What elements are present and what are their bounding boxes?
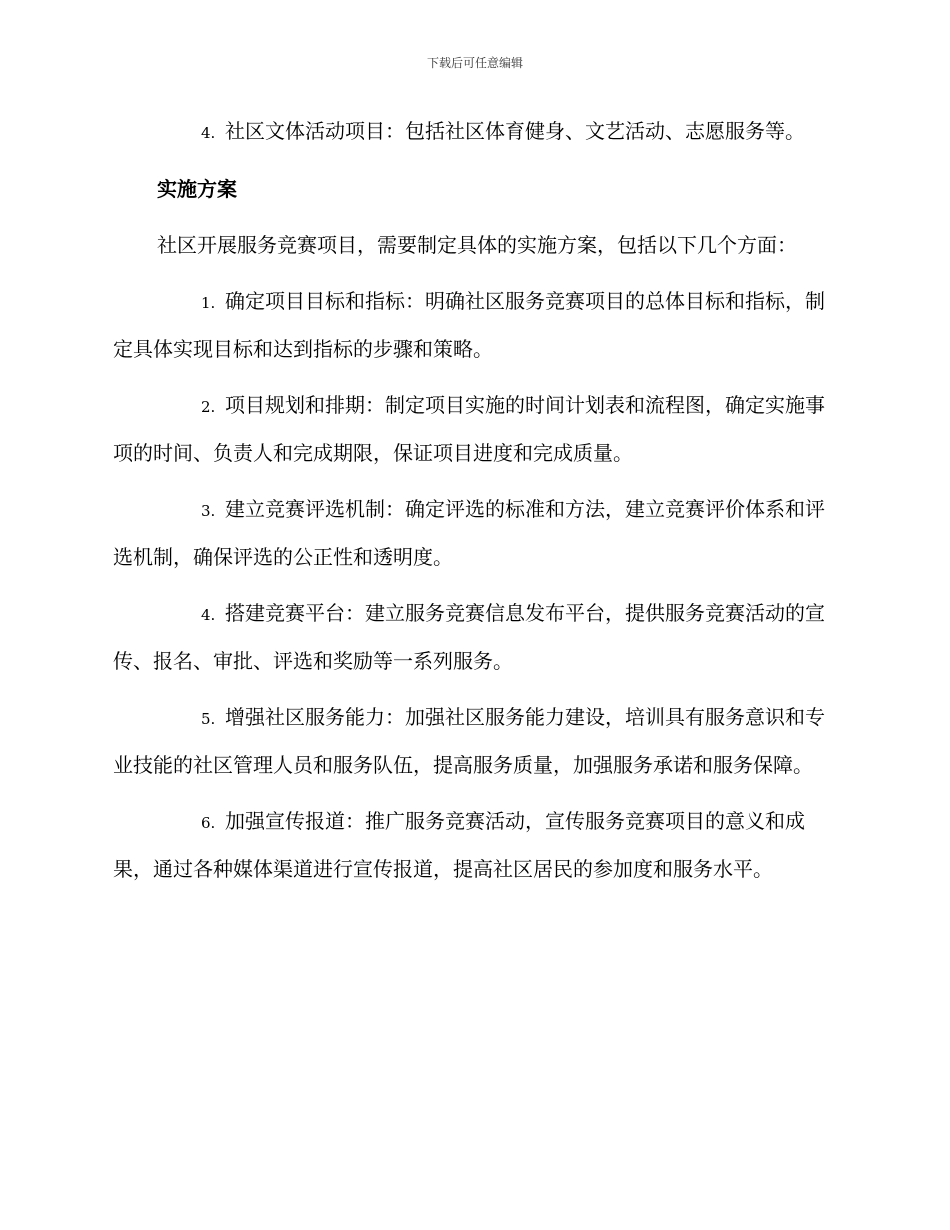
list-item-number: 1. <box>201 294 216 312</box>
list-item-number: 6. <box>201 814 216 832</box>
section-title: 实施方案 <box>157 177 237 201</box>
list-item <box>113 278 835 372</box>
list-item-number: 5. <box>201 710 216 728</box>
list-item-text: 建立竞赛评选机制：确定评选的标准和方法，建立竞赛评价体系和评选机制，确保评选的公正性和透明度。 <box>113 497 825 569</box>
list-item <box>113 694 835 788</box>
list-item <box>113 382 835 476</box>
list-item-text: 社区文体活动项目：包括社区体育健身、文艺活动、志愿服务等。 <box>225 119 805 143</box>
list-item-number: 3. <box>201 502 216 520</box>
section-intro-paragraph: 社区开展服务竞赛项目，需要制定具体的实施方案，包括以下几个方面： <box>157 233 797 257</box>
list-item <box>113 798 835 892</box>
list-item-number: 4. <box>201 124 216 142</box>
page-header: 下载后可任意编辑 <box>426 56 523 70</box>
list-item-text: 项目规划和排期：制定项目实施的时间计划表和流程图，确定实施事项的时间、负责人和完成期限，保证项目进度和完成质量。 <box>113 393 825 465</box>
document-body <box>113 108 835 902</box>
list-item-number: 2. <box>201 398 216 416</box>
list-item <box>113 108 835 156</box>
list-item-text: 确定项目目标和指标：明确社区服务竞赛项目的总体目标和指标，制定具体实现目标和达到指标的步骤和策略。 <box>113 289 825 361</box>
list-item <box>113 590 835 684</box>
list-item-text: 增强社区服务能力：加强社区服务能力建设，培训具有服务意识和专业技能的社区管理人员和服务队伍，提高服务质量，加强服务承诺和服务保障。 <box>113 705 825 777</box>
list-item-text: 加强宣传报道：推广服务竞赛活动，宣传服务竞赛项目的意义和成果，通过各种媒体渠道进行宣传报道，提高社区居民的参加度和服务水平。 <box>113 809 805 881</box>
list-item <box>113 486 835 580</box>
list-item-number: 4. <box>201 606 216 624</box>
list-item-text: 搭建竞赛平台：建立服务竞赛信息发布平台，提供服务竞赛活动的宣传、报名、审批、评选和奖励等一系列服务。 <box>113 601 825 673</box>
